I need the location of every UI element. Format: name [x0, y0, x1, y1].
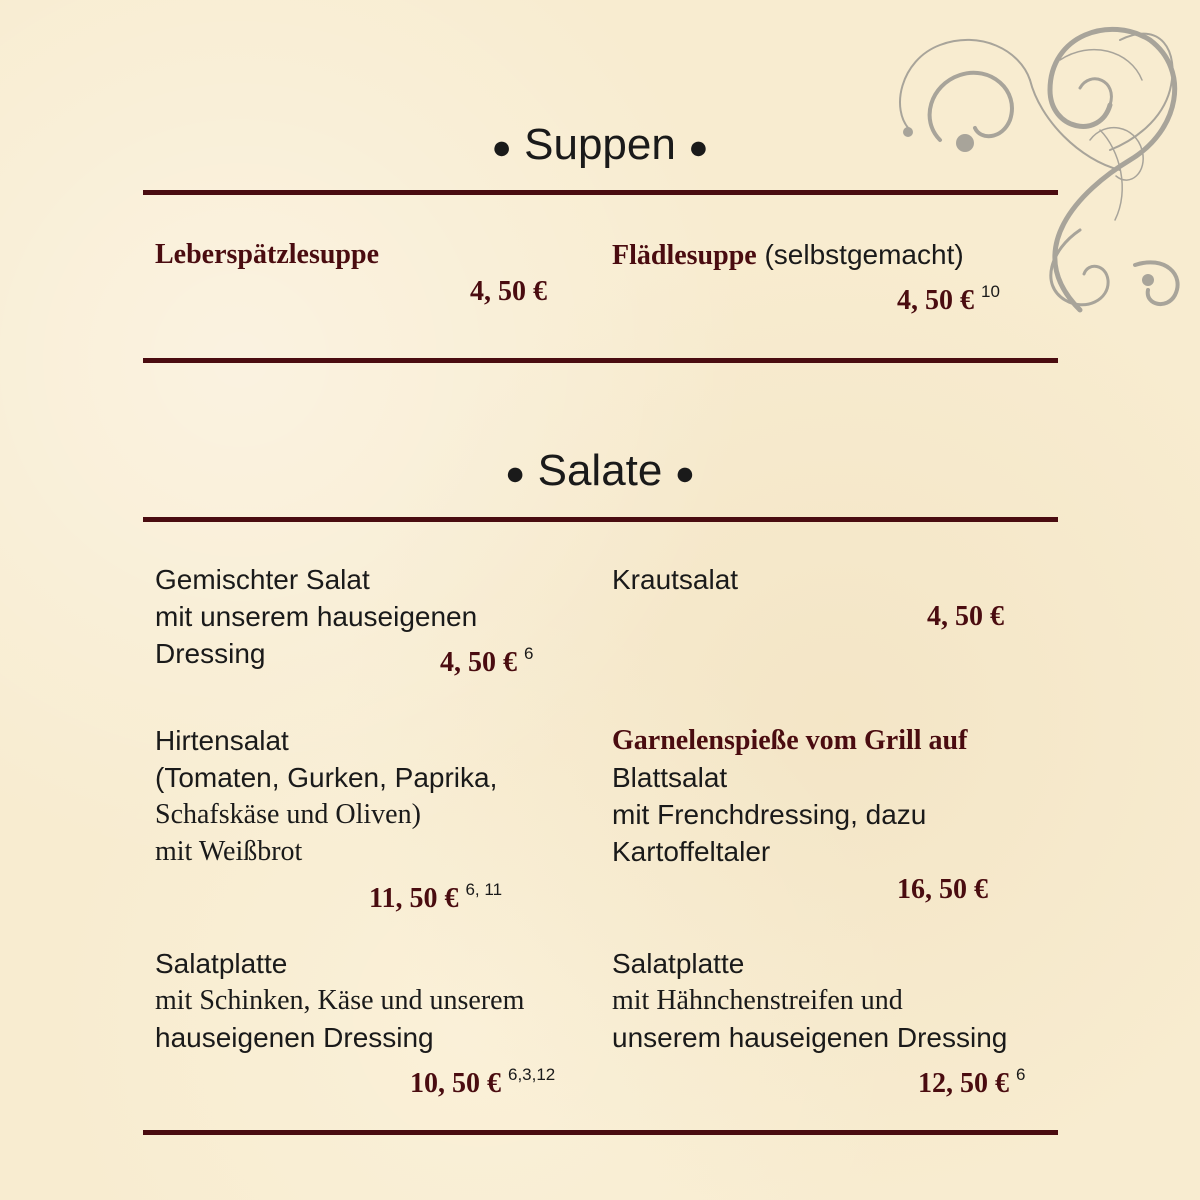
- item-description: Blattsalat: [612, 762, 728, 793]
- allergen-codes: 6: [524, 644, 534, 663]
- item-price: 10, 50 € $^{6,3,12}$: [410, 1065, 556, 1099]
- item-description: mit Hähnchenstreifen und: [612, 985, 903, 1016]
- item-description: mit Weißbrot: [155, 836, 303, 867]
- item-name: Gemischter Salat: [155, 564, 370, 595]
- bullet-icon: ●: [688, 128, 709, 167]
- item-name-suffix: (selbstgemacht): [756, 239, 964, 270]
- item-price: 16, 50 €: [897, 874, 988, 905]
- item-price: 4, 50 €: [927, 601, 1004, 632]
- item-description: mit Frenchdressing, dazu: [612, 799, 927, 830]
- item-name: Garnelenspieße vom Grill auf: [612, 725, 968, 756]
- section-title-salate: ● Salate ●: [504, 446, 696, 495]
- item-description: unserem hauseigenen Dressing: [612, 1022, 1008, 1053]
- item-name: Salatplatte: [155, 948, 288, 979]
- allergen-codes: 6,3,12: [508, 1065, 556, 1084]
- allergen-codes: 6: [1016, 1065, 1026, 1084]
- item-name: Hirtensalat: [155, 725, 289, 756]
- item-price: 12, 50 € $^6$: [918, 1065, 1026, 1099]
- item-price: 4, 50 € $^6$: [440, 644, 534, 678]
- bullet-icon: ●: [674, 454, 696, 493]
- divider: [143, 1130, 1058, 1135]
- bullet-icon: ●: [504, 454, 526, 493]
- item-description: mit unserem hauseigenen: [155, 601, 478, 632]
- section-title-suppen: ● Suppen ●: [491, 120, 709, 169]
- divider: [143, 358, 1058, 363]
- allergen-codes: 6, 11: [465, 880, 503, 899]
- item-description: mit Schinken, Käse und unserem: [155, 985, 525, 1016]
- item-description: Kartoffeltaler: [612, 836, 771, 867]
- item-description: Dressing: [155, 638, 266, 669]
- item-price: 4, 50 € $^{10}$: [897, 282, 1000, 316]
- divider: [143, 517, 1058, 522]
- item-name: Krautsalat: [612, 564, 739, 595]
- item-description: Schafskäse und Oliven): [155, 799, 421, 830]
- item-name: Salatplatte: [612, 948, 745, 979]
- item-price: 11, 50 € $^{6, 11}$: [369, 880, 503, 914]
- item-name: Leberspätzlesuppe: [155, 239, 379, 270]
- item-name: Flädlesuppe (selbstgemacht): [612, 239, 964, 271]
- allergen-codes: 10: [981, 282, 1000, 301]
- divider: [143, 190, 1058, 195]
- bullet-icon: ●: [491, 128, 512, 167]
- item-price: 4, 50 €: [470, 276, 547, 307]
- item-description: (Tomaten, Gurken, Paprika,: [155, 762, 498, 793]
- item-description: hauseigenen Dressing: [155, 1022, 434, 1053]
